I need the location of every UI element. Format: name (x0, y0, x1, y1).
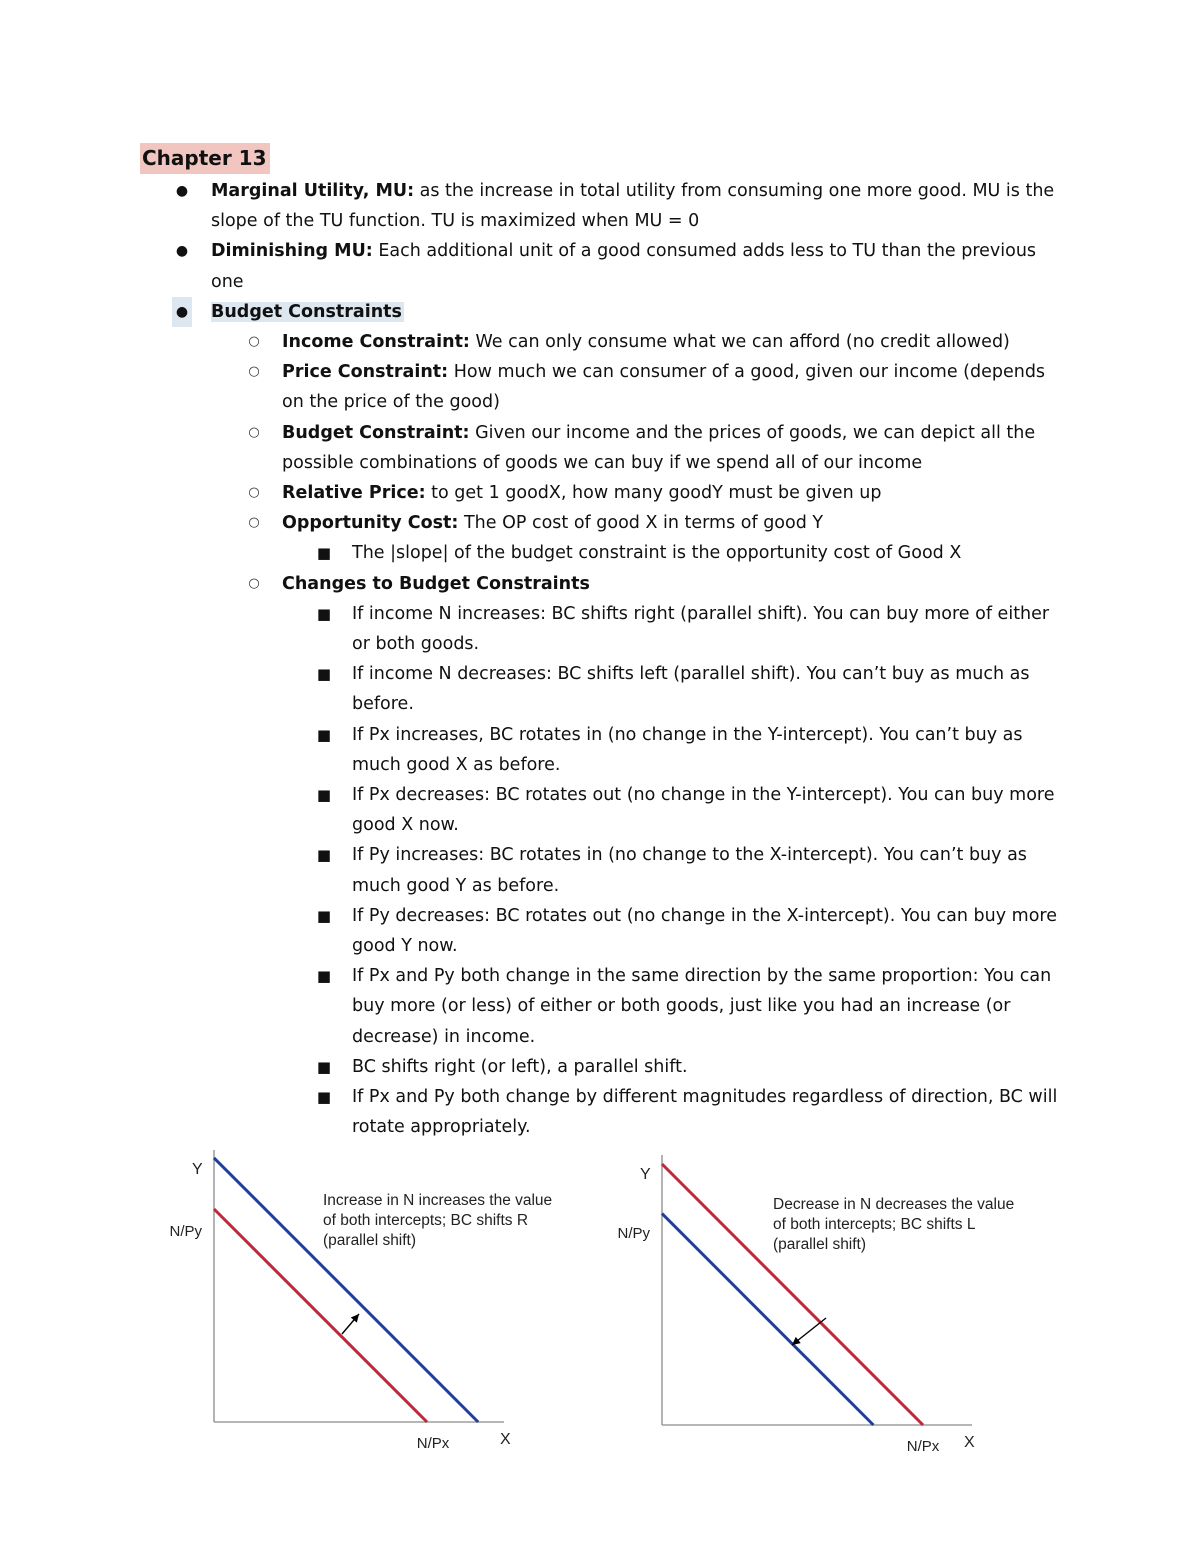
note-body: If Px increases, BC rotates in (no change in the Y-intercept). You can’t buy as much good X as before. (352, 724, 1023, 775)
note-item (0, 780, 1200, 840)
note-text (282, 327, 1072, 357)
shift-arrow-head (792, 1337, 801, 1345)
note-text (352, 599, 1062, 659)
bullet-icon: ○ (248, 364, 260, 380)
x-axis-label: X (964, 1434, 975, 1451)
note-item (0, 538, 1200, 568)
annotation-text: of both intercepts; BC shifts R (323, 1212, 529, 1229)
note-text (282, 508, 1072, 538)
note-item (0, 327, 1200, 357)
note-term: Opportunity Cost: (282, 513, 459, 534)
bullet-icon: ■ (316, 544, 332, 563)
note-item (0, 901, 1200, 961)
note-term: Price Constraint: (282, 362, 449, 383)
chart-income-increase (150, 1140, 620, 1460)
bullet-icon: ○ (248, 575, 260, 591)
note-term: Diminishing MU: (211, 241, 373, 262)
bullet-icon: ○ (248, 334, 260, 350)
note-body: If income N increases: BC shifts right (parallel shift). You can buy more of either or both goods. (352, 603, 1050, 655)
note-body: If Py decreases: BC rotates out (no change in the X-intercept). You can buy more good Y now. (352, 905, 1057, 957)
bullet-icon: ■ (316, 1088, 332, 1107)
note-body: If Px and Py both change in the same direction by the same proportion: You can buy more (or less) of either or both goods, just like you had an increase (or decrease) in income. (352, 966, 1052, 1047)
annotation-text: Decrease in N decreases the value (773, 1196, 1015, 1213)
note-text (282, 569, 1072, 599)
bullet-icon: ■ (316, 604, 332, 623)
note-text (352, 840, 1062, 900)
chapter-heading: Chapter 13 (140, 143, 270, 174)
bullet-icon: ■ (316, 786, 332, 805)
note-item (0, 297, 1200, 327)
note-term: Income Constraint: (282, 332, 470, 353)
note-item (0, 357, 1200, 417)
note-item (0, 176, 1200, 236)
note-text (282, 418, 1072, 478)
annotation-text: (parallel shift) (773, 1236, 867, 1253)
note-item (0, 599, 1200, 659)
bullet-icon: ○ (248, 485, 260, 501)
note-body: If income N decreases: BC shifts left (parallel shift). You can’t buy as much as before. (352, 664, 1030, 715)
note-text (352, 659, 1062, 719)
x-intercept-label: N/Px (906, 1438, 940, 1455)
note-item (0, 720, 1200, 780)
bullet-icon: ■ (316, 906, 332, 925)
note-item (0, 961, 1200, 1052)
note-body: How much we can consumer of a good, given our income (depends on the price of the good) (282, 362, 1046, 413)
bullet-icon: ○ (248, 515, 260, 531)
note-text (352, 720, 1062, 780)
note-item (0, 478, 1200, 508)
y-axis-label: Y (192, 1161, 203, 1178)
note-body: The |slope| of the budget constraint is the opportunity cost of Good X (352, 543, 962, 564)
y-intercept-label: N/Py (617, 1225, 650, 1242)
bullet-icon: ■ (316, 967, 332, 986)
note-body: Each additional unit of a good consumed adds less to TU than the previous one (211, 241, 1037, 292)
note-body: If Px decreases: BC rotates out (no change in the Y-intercept). You can buy more good X now. (352, 785, 1055, 836)
x-intercept-label: N/Px (416, 1435, 450, 1452)
note-text (282, 357, 1072, 417)
note-body: as the increase in total utility from consuming one more good. MU is the slope of the TU function. TU is maximized when MU = 0 (211, 181, 1055, 232)
note-text (352, 780, 1062, 840)
bullet-icon: ○ (248, 424, 260, 440)
note-term: Changes to Budget Constraints (282, 573, 590, 594)
notes-list (0, 176, 1200, 1143)
note-text (352, 1052, 1062, 1082)
note-text (211, 297, 1071, 327)
bullet-icon: ■ (316, 1057, 332, 1076)
note-text (352, 961, 1062, 1052)
annotation-text: (parallel shift) (323, 1232, 417, 1249)
note-text (352, 538, 1062, 568)
note-item (0, 1052, 1200, 1082)
x-axis-label: X (500, 1431, 511, 1448)
note-item (0, 569, 1200, 599)
note-item (0, 1082, 1200, 1142)
bullet-icon: ■ (316, 846, 332, 865)
note-body: We can only consume what we can afford (no credit allowed) (469, 332, 1010, 353)
note-text (211, 236, 1071, 296)
note-item (0, 508, 1200, 538)
bullet-icon: ■ (316, 725, 332, 744)
bullet-icon: ● (175, 243, 189, 260)
note-body: The OP cost of good X in terms of good Y (458, 513, 824, 534)
note-term: Budget Constraints (211, 301, 402, 322)
chart-income-decrease (605, 1140, 1085, 1460)
note-body: If Px and Py both change by different magnitudes regardless of direction, BC will rotate appropriately. (352, 1087, 1058, 1138)
note-text (352, 1082, 1062, 1142)
note-body: If Py increases: BC rotates in (no change to the X-intercept). You can’t buy as much good Y as before. (352, 845, 1027, 896)
note-text (282, 478, 1072, 508)
note-term: Budget Constraint: (282, 422, 470, 443)
bullet-icon: ● (172, 297, 192, 327)
bullet-icon: ■ (316, 665, 332, 684)
note-item (0, 659, 1200, 719)
bullet-icon: ● (175, 183, 189, 199)
note-item (0, 840, 1200, 900)
note-text (352, 901, 1062, 961)
y-axis-label: Y (640, 1166, 651, 1183)
annotation-text: Increase in N increases the value (323, 1192, 553, 1209)
annotation-text: of both intercepts; BC shifts L (773, 1216, 976, 1233)
y-intercept-label: N/Py (169, 1223, 202, 1240)
note-item (0, 236, 1200, 296)
note-term: Relative Price: (282, 483, 426, 504)
note-item (0, 418, 1200, 478)
note-body: to get 1 goodX, how many goodY must be given up (425, 483, 882, 504)
note-text (211, 176, 1071, 236)
note-body: BC shifts right (or left), a parallel shift. (352, 1056, 688, 1077)
note-term: Marginal Utility, MU: (211, 181, 415, 201)
note-body: Given our income and the prices of goods, we can depict all the possible combinations of goods we can buy if we spend all of our income (282, 422, 1036, 473)
